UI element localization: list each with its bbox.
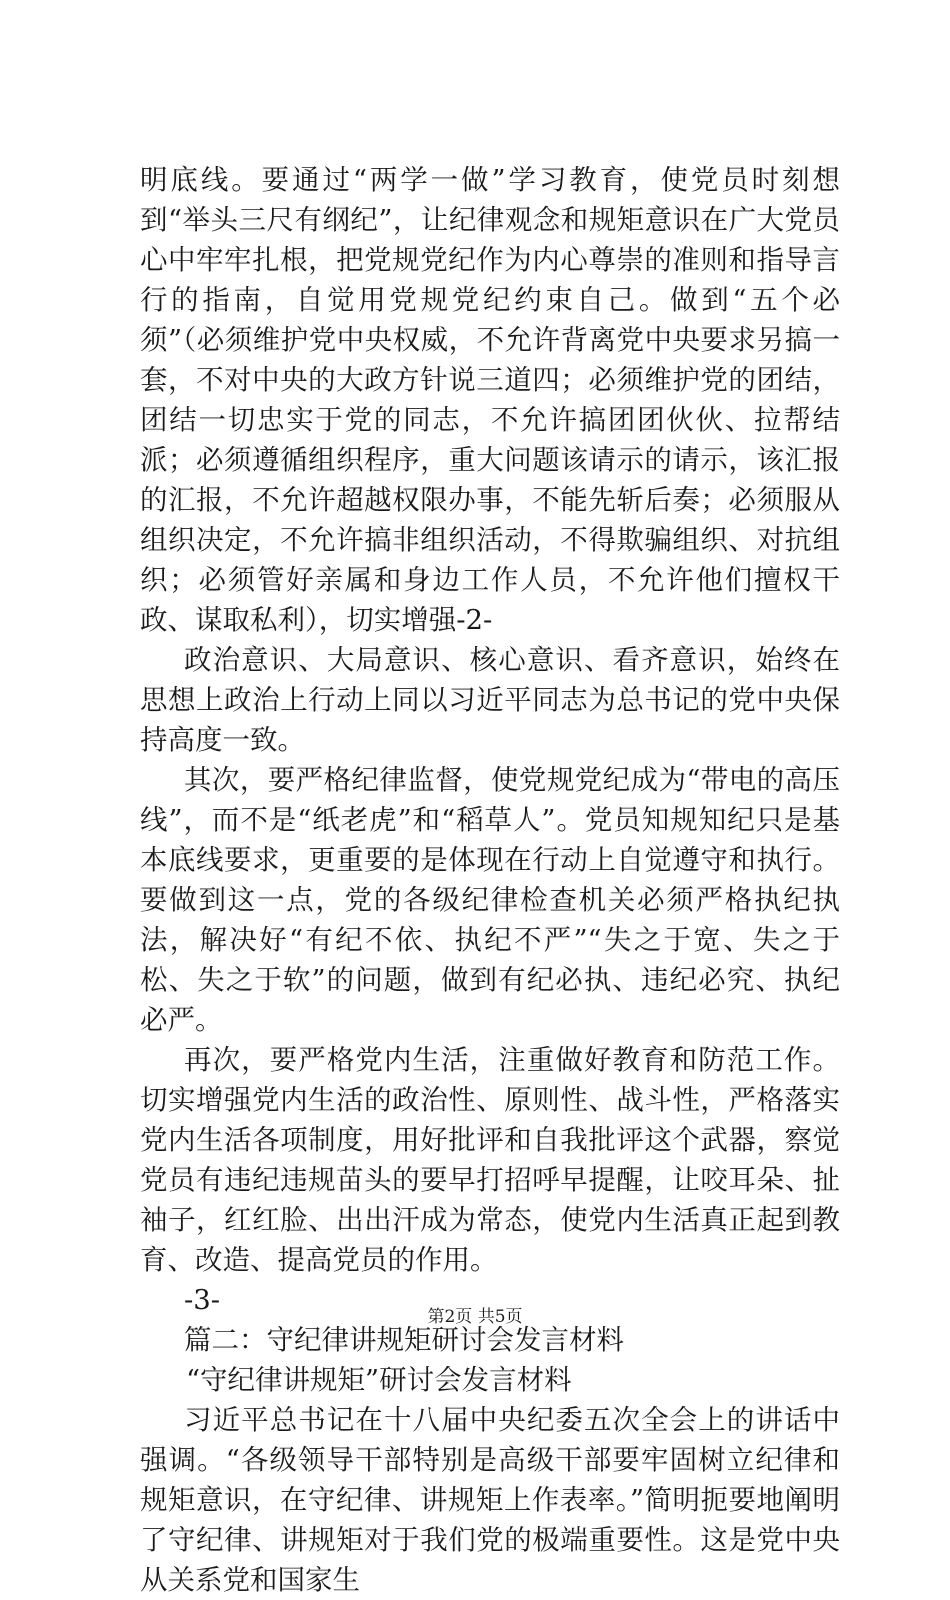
paragraph-1: 明底线。要通过“两学一做”学习教育，使党员时刻想到“举头三尺有纲纪”，让纪律观念和规矩意识在广大党员心中牢牢扎根，把党规党纪作为内心尊崇的准则和指导言行的指南，自觉用党规党纪约束自己。做到“五个必须”（必须维护党中央权威，不允许背离党中央要求另搞一套，不对中央的大政方针说三道四；必须维护党的团结，团结一切忠实于党的同志，不允许搞团团伙伙、拉帮结派；必须遵循组织程序，重大问题该请示的请示，该汇报的汇报，不允许超越权限办事，不能先斩后奏；必须服从组织决定，不允许搞非组织活动，不得欺骗组织、对抗组织；必须管好亲属和身边工作人员，不允许他们擅权干政、谋取私利），切实增强-2-: [140, 164, 840, 636]
paragraph-2: 政治意识、大局意识、核心意识、看齐意识，始终在思想上政治上行动上同以习近平同志为总书记的党中央保持高度一致。: [140, 644, 840, 756]
section-title: 篇二：守纪律讲规矩研讨会发言材料: [184, 1324, 624, 1356]
paragraph-3: 其次，要严格纪律监督，使党规党纪成为“带电的高压线”，而不是“纸老虎”和“稻草人”。党员知规知纪只是基本底线要求，更重要的是体现在行动上自觉遵守和执行。要做到这一点，党的各级纪律检查机关必须严格执纪执法，解决好“有纪不依、执纪不严”“失之于宽、失之于松、失之于软”的问题，做到有纪必执、违纪必究、执纪必严。: [140, 764, 840, 1036]
page-marker: -3-: [184, 1284, 221, 1316]
page-footer: 第2页 共5页: [427, 1307, 523, 1327]
document-subtitle: “守纪律讲规矩”研讨会发言材料: [186, 1364, 572, 1396]
body-paragraph: 习近平总书记在十八届中央纪委五次全会上的讲话中强调。“各级领导干部特别是高级干部要牢固树立纪律和规矩意识，在守纪律、讲规矩上作表率。”简明扼要地阐明了守纪律、讲规矩对于我们党的极端重要性。这是党中央从关系党和国家生: [140, 1404, 840, 1596]
document-body: [140, 160, 840, 1600]
paragraph-4: 再次，要严格党内生活，注重做好教育和防范工作。切实增强党内生活的政治性、原则性、战斗性，严格落实党内生活各项制度，用好批评和自我批评这个武器，察觉党员有违纪违规苗头的要早打招呼早提醒，让咬耳朵、扯袖子，红红脸、出出汗成为常态，使党内生活真正起到教育、改造、提高党员的作用。: [140, 1044, 840, 1276]
